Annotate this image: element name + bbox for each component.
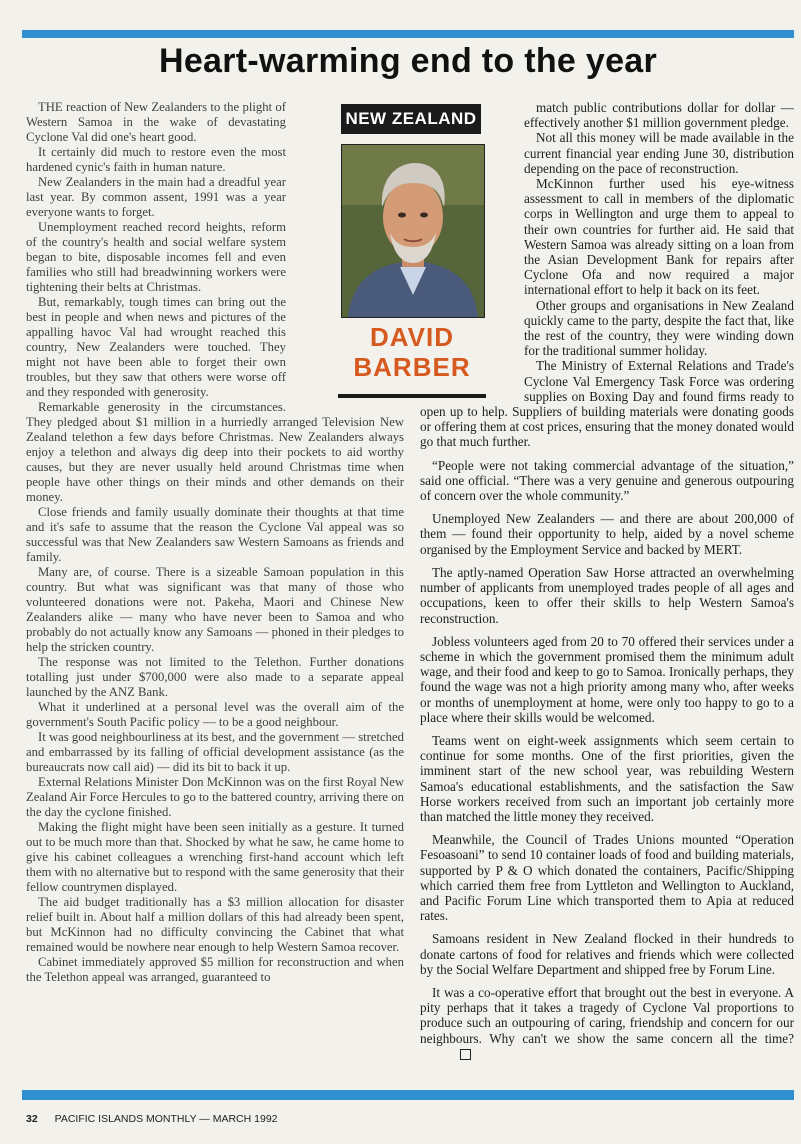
paragraph: The Ministry of External Relations and Trade's Cyclone Val Emergency Task Force was ordering supplies on Boxing Day and found firms ready to open up to help. Suppliers of building materials were donating goods or offering them at cost prices, ensuring that the money donated would go that much further. [420,358,794,450]
paragraph: Remarkable generosity in the circumstances. They pledged about $1 million in a hurriedly arranged Television New Zealand telethon a few days before Christmas. New Zealanders always enjoy a telethon and always dig deep into their pockets to aid worthy causes, but they are never usually held around Christmas time when people have other things on their minds and other demands on their money. [26,400,404,504]
paragraph-text: It was a co-operative effort that brought out the best in everyone. A pity perhaps that it takes a tragedy of Cyclone Val proportions to produce such an outpouring of caring, friendship and concern for our neighbours. Why can't we show the same concern all the time? [420,984,794,1046]
paragraph: It certainly did much to restore even the most hardened cynic's faith in human nature. [26,145,286,174]
author-photo [341,144,485,318]
paragraph: Samoans resident in New Zealand flocked in their hundreds to donate cartons of food for relatives and friends which were collected by the Social Welfare Department and shipped free by Forum Line. [420,931,794,977]
paragraph: Unemployment reached record heights, reform of the country's health and social welfare system began to bite, disposable incomes fell and even families who still had breadwinning workers were tightening their belts at Christmas. [26,220,286,294]
paragraph: But, remarkably, tough times can bring out the best in people and when news and pictures of the appalling havoc Val had wrought reached this country, New Zealanders were touched. They might not have been able to forget their own troubles, but they saw that others were worse off and they responded with generosity. [26,295,286,399]
paragraph: Making the flight might have been seen initially as a gesture. It turned out to be much more than that. Shocked by what he saw, he came home to give his cabinet colleagues a wrenching first-hand account which left them with no alternative but to respond with the same generosity that their fellow countrymen displayed. [26,820,404,894]
paragraph: Teams went on eight-week assignments which seem certain to continue for some months. One of the first priorities, given the imminent start of the new school year, was rebuilding Western Samoa's educational establishments, and the satisfaction the Saw Horse workers received from such an important job certainly more than matched the little money they received. [420,732,794,824]
country-label: NEW ZEALAND [341,104,481,134]
author-last-name: BARBER [353,352,471,382]
paragraph [420,985,794,1061]
paragraph: External Relations Minister Don McKinnon was on the first Royal New Zealand Air Force Hercules to go to the battered country, arriving there on the day the cyclone finished. [26,775,404,819]
paragraph: Meanwhile, the Council of Trades Unions mounted “Operation Fesoasoani” to send 10 container loads of food and building materials, supported by P & O which donated the containers, Pacific/Shipping which carried them free from Lyttleton and Wellington to Auckland, and Pacific Forum Line which transported them to Apia at reduced rates. [420,832,794,924]
paragraph: match public contributions dollar for dollar — effectively another $1 million government pledge. [524,100,794,131]
paragraph: THE reaction of New Zealanders to the plight of Western Samoa in the wake of devastating Cyclone Val did one's heart good. [26,100,286,144]
paragraph: The aid budget traditionally has a $3 million allocation for disaster relief built in. About half a million dollars of this had already been spent, but McKinnon had no difficulty convincing the Cabinet that what remained would be nowhere near enough to help Western Samoa recover. [26,895,404,954]
paragraph: Close friends and family usually dominate their thoughts at that time and it's safe to assume that the reason the Cyclone Val appeal was so successful was that New Zealanders saw Western Samoans as friends and family. [26,505,404,564]
article-headline: Heart-warming end to the year [158,42,658,80]
page-number: 32 [26,1113,38,1125]
paragraph: Cabinet immediately approved $5 million for reconstruction and when the Telethon appeal was arranged, guaranteed to [26,955,404,984]
paragraph: McKinnon further used his eye-witness assessment to call in members of the diplomatic corps in Wellington and urge them to appeal to their own countries for further aid. He said that Western Samoa was already sitting on a loan from the Asian Development Bank for repairs after Cyclone Ofa and now required a major international effort to help it back on its feet. [524,176,794,298]
paragraph: The aptly-named Operation Saw Horse attracted an overwhelming number of applicants from unemployed trades people of all ages and occupations, keen to offer their skills to help Western Samoa's reconstruction. [420,564,794,626]
author-name [338,322,486,382]
author-first-name: DAVID [370,322,454,352]
paragraph: The response was not limited to the Telethon. Further donations totalling just under $700,000 were also made to a separate appeal launched by the ANZ Bank. [26,655,404,699]
byline-divider [338,394,486,398]
paragraph: What it underlined at a personal level was the overall aim of the government's South Pacific policy — to be a good neighbour. [26,700,404,729]
paragraph: Many are, of course. There is a sizeable Samoan population in this country. But what was significant was that many of those who volunteered donations were not. Pakeha, Maori and Chinese New Zealanders alike — many who have never been to Samoa and who probably do not actually know any Samoans — phoned in their pledges to help the stricken country. [26,565,404,654]
author-portrait-image [342,145,484,317]
end-of-article-box-icon [460,1049,471,1060]
paragraph: Not all this money will be made available in the current financial year ending June 30, distribution depending on the pace of reconstruction. [524,130,794,176]
paragraph: Unemployed New Zealanders — and there are about 200,000 of them — found their opportunity to help, aided by a novel scheme organised by the Employment Service and backed by MERT. [420,511,794,557]
paragraph: “People were not taking commercial advantage of the situation,” said one official. “There was a very genuine and generous outpouring of concern over the whole community.” [420,457,794,504]
paragraph: New Zealanders in the main had a dreadful year last year. By common assent, 1991 was a year everyone wants to forget. [26,175,286,219]
publication-name: PACIFIC ISLANDS MONTHLY — MARCH 1992 [54,1113,278,1125]
top-accent-rule [22,30,794,38]
bottom-accent-rule [22,1090,794,1100]
paragraph: It was good neighbourliness at its best, and the government — stretched and embarrassed by its falling of official development assistance (as the bureaucrats now call aid) — did its bit to back it up. [26,730,404,774]
paragraph: Jobless volunteers aged from 20 to 70 offered their services under a scheme in which the government promised them the minimum adult wage, and their food and keep to go to Samoa. Ironically perhaps, they found the wage was not a high priority among many who, after weeks or months of unemployment at home, were only too happy to go to a place where their skills would be welcomed. [420,633,794,725]
page-footer [26,1113,278,1125]
paragraph: Other groups and organisations in New Zealand quickly came to the party, despite the fact that, like the rest of the country, they were winding down for the traditional summer holiday. [524,297,794,359]
